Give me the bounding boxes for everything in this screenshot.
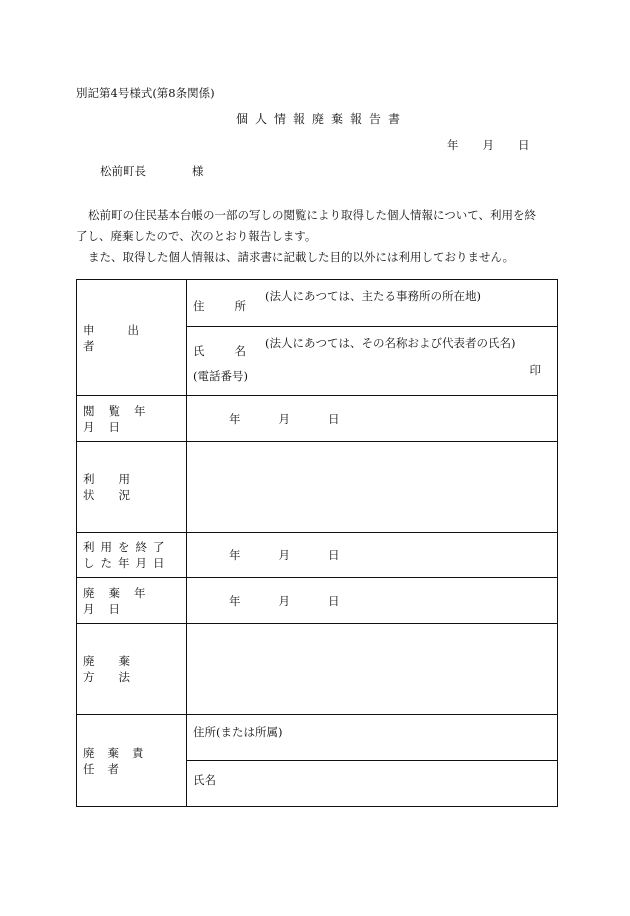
applicant-phone-label: (電話番号) — [193, 369, 248, 383]
usage-cell[interactable] — [187, 442, 558, 533]
body-line-2: 了し、廃棄したので、次のとおり報告します。 — [76, 229, 317, 243]
disposal-day-label: 日 — [328, 593, 340, 608]
report-date — [447, 137, 530, 153]
applicant-name-cell[interactable] — [187, 327, 558, 396]
applicant-label-cell — [77, 280, 187, 396]
applicant-label — [77, 322, 186, 354]
end-day-label: 日 — [328, 548, 340, 562]
usage-label: 利用状況 — [83, 472, 154, 502]
usage-label-cell — [77, 442, 187, 533]
body-line-1: 松前町の住民基本台帳の一部の写しの閲覧により取得した個人情報について、利用を終 — [88, 208, 537, 222]
responsible-address-cell[interactable] — [187, 715, 558, 761]
end-year-label: 年 — [229, 548, 241, 562]
disposal-date-label-cell — [77, 578, 187, 624]
report-body — [76, 205, 556, 268]
disposal-method-label: 廃棄方法 — [83, 654, 154, 684]
date-day-label: 日 — [518, 138, 530, 152]
disposal-date-cell[interactable] — [187, 578, 558, 624]
viewing-day-label: 日 — [328, 411, 340, 426]
end-date-label-cell — [77, 533, 187, 578]
addressee-honorific: 様 — [192, 164, 204, 178]
disposal-method-label-cell — [77, 624, 187, 715]
disposal-year-label: 年 — [229, 593, 241, 608]
responsible-address-label: 住所(または所属) — [193, 725, 283, 739]
viewing-month-label: 月 — [278, 411, 290, 426]
responsible-name-label: 氏名 — [193, 773, 216, 787]
viewing-year-label: 年 — [229, 411, 241, 426]
end-date-cell[interactable] — [187, 533, 558, 578]
viewing-date-label: 閲覧年月日 — [83, 403, 160, 434]
viewing-date-cell[interactable] — [187, 396, 558, 442]
responsible-label: 廃棄責任者 — [83, 745, 157, 776]
applicant-address-note: (法人にあつては、主たる事務所の所在地) — [265, 289, 481, 303]
addressee — [100, 163, 204, 179]
date-year-label: 年 — [447, 138, 459, 152]
end-month-label: 月 — [278, 548, 290, 562]
end-date-label: 利用を終了した年月日 — [83, 540, 171, 570]
document-title: 個人情報廃棄報告書 — [236, 112, 408, 126]
applicant-name-note: (法人にあつては、その名称および代表者の氏名) — [265, 336, 516, 350]
date-month-label: 月 — [482, 138, 494, 152]
addressee-name: 松前町長 — [100, 164, 146, 178]
report-table — [76, 279, 558, 807]
applicant-name-label: 氏名 — [193, 344, 276, 358]
applicant-label-text: 申出者 — [83, 322, 172, 353]
applicant-address-label: 住所 — [193, 299, 276, 313]
viewing-date-label-cell — [77, 396, 187, 442]
responsible-name-cell[interactable] — [187, 761, 558, 807]
responsible-label-cell — [77, 715, 187, 807]
applicant-address-cell[interactable] — [187, 280, 558, 327]
body-line-3: また、取得した個人情報は、請求書に記載した目的以外には利用しておりません。 — [88, 250, 515, 264]
form-reference: 別記第4号様式(第8条関係) — [76, 86, 215, 100]
disposal-month-label: 月 — [278, 593, 290, 608]
seal-mark: 印 — [529, 363, 541, 377]
disposal-date-label: 廃棄年月日 — [83, 585, 160, 616]
disposal-method-cell[interactable] — [187, 624, 558, 715]
